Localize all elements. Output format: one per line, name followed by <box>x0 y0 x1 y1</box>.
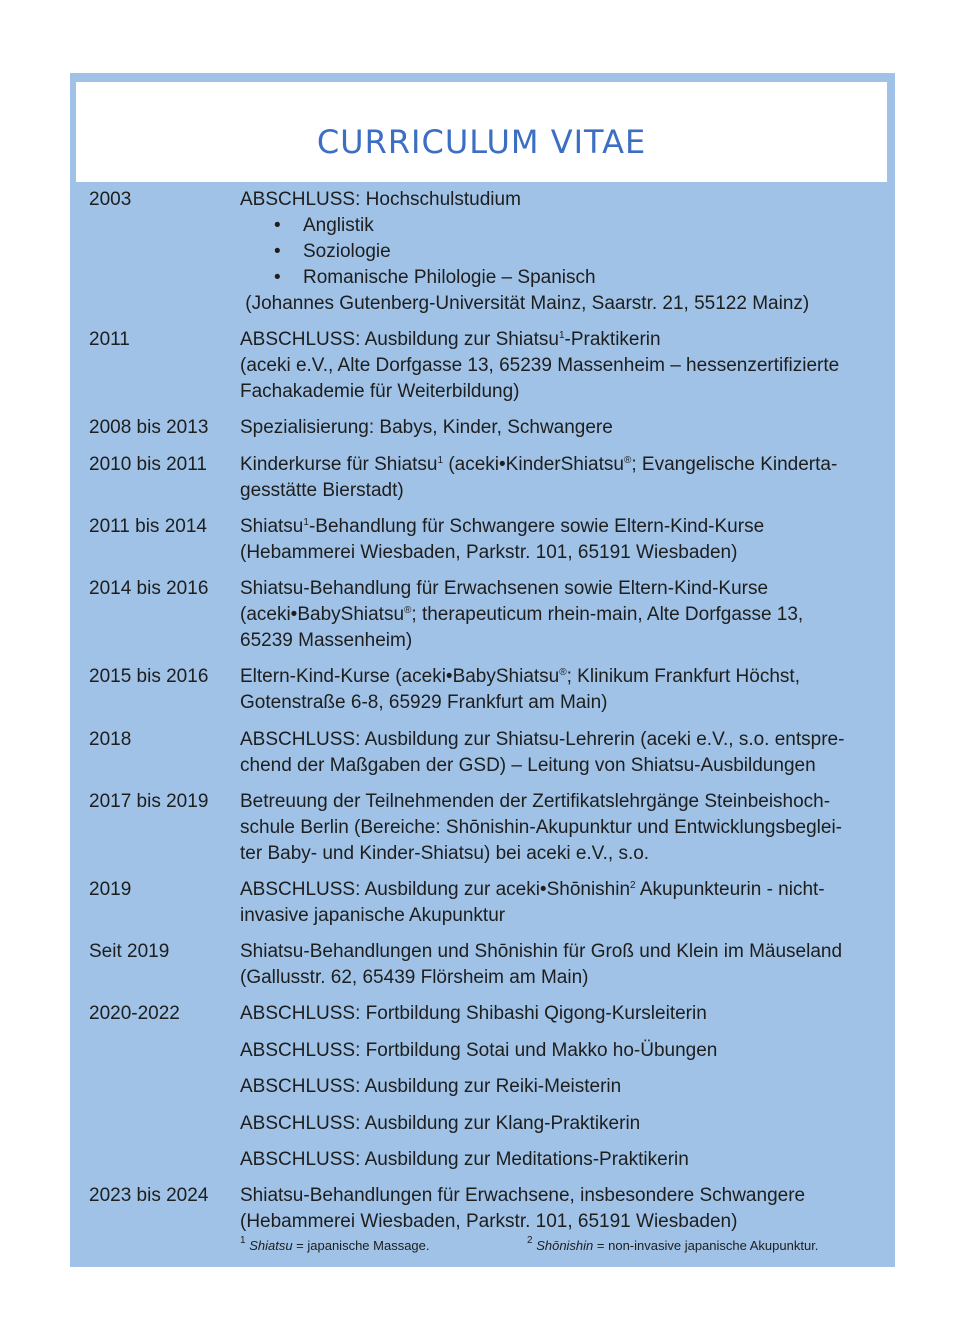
entry-line: (Hebammerei Wiesbaden, Parkstr. 101, 65191 Wiesbaden) <box>240 1211 738 1232</box>
entry-line: ABSCHLUSS: Ausbildung zur aceki•Shōnishin$^2$ Akupunkteurin - nicht- <box>240 879 825 900</box>
entry-description <box>240 327 880 405</box>
footnotes <box>240 1235 819 1254</box>
entry-line: ABSCHLUSS: Ausbildung zur Shiatsu$^1$-Praktikerin <box>240 329 661 350</box>
footnote-2: $^2$ Shōnishin = non-invasive japanische Akupunktur. <box>527 1235 819 1253</box>
entry-line: invasive japanische Akupunktur <box>240 905 506 926</box>
entry-line: Shiatsu-Behandlung für Erwachsenen sowie Eltern-Kind-Kurse <box>240 578 769 599</box>
cv-entries <box>70 187 895 1235</box>
entry-line: gesstätte Bierstadt) <box>240 480 404 501</box>
entry-description <box>240 939 880 991</box>
entry-line: Shiatsu-Behandlungen für Erwachsene, insbesondere Schwangere <box>240 1185 806 1206</box>
entry-line: schule Berlin (Bereiche: Shōnishin-Akupunktur und Entwicklungsbeglei- <box>240 817 842 838</box>
entry-line: Shiatsu$^1$-Behandlung für Schwangere sowie Eltern-Kind-Kurse <box>240 516 765 537</box>
cv-entry <box>70 664 895 716</box>
entry-line: ter Baby- und Kinder-Shiatsu) bei aceki e.V., s.o. <box>240 843 650 864</box>
entry-description <box>240 415 880 441</box>
entry-line: Eltern-Kind-Kurse (aceki•BabyShiatsu®; Klinikum Frankfurt Höchst, <box>240 666 800 687</box>
entry-description <box>240 727 880 779</box>
entry-description <box>240 576 880 654</box>
entry-year: 2017 bis 2019 <box>89 791 209 812</box>
entry-line: ABSCHLUSS: Ausbildung zur Klang-Praktikerin <box>240 1112 641 1134</box>
cv-frame <box>70 73 895 1267</box>
cv-entry <box>70 514 895 566</box>
entry-description <box>240 514 880 566</box>
cv-entry <box>70 327 895 405</box>
entry-line: chend der Maßgaben der GSD) – Leitung von Shiatsu-Ausbildungen <box>240 755 816 776</box>
entry-year: 2020-2022 <box>89 1003 180 1024</box>
subject-list <box>240 213 880 291</box>
entry-description <box>240 789 880 867</box>
cv-entry <box>70 576 895 654</box>
entry-year: 2023 bis 2024 <box>89 1185 209 1206</box>
entry-line: ABSCHLUSS: Fortbildung Shibashi Qigong-Kursleiterin <box>240 1003 707 1024</box>
entry-line: (aceki•BabyShiatsu®; therapeuticum rhein-main, Alte Dorfgasse 13, <box>240 604 804 625</box>
entry-line: Betreuung der Teilnehmenden der Zertifikatslehrgänge Steinbeishoch- <box>240 791 831 812</box>
cv-entry <box>70 727 895 779</box>
entry-line: Shiatsu-Behandlungen und Shōnishin für Groß und Klein im Mäuseland <box>240 941 843 962</box>
list-item: • Romanische Philologie – Spanisch <box>274 265 880 291</box>
entry-line: (aceki e.V., Alte Dorfgasse 13, 65239 Massenheim – hessenzertifizierte <box>240 355 840 376</box>
entry-year: 2010 bis 2011 <box>89 454 207 475</box>
entry-description <box>240 1001 880 1173</box>
entry-line: (Johannes Gutenberg-Universität Mainz, Saarstr. 21, 55122 Mainz) <box>240 293 810 314</box>
title-box <box>76 82 887 182</box>
entry-line: (Hebammerei Wiesbaden, Parkstr. 101, 65191 Wiesbaden) <box>240 542 738 563</box>
entry-year: 2003 <box>89 189 132 210</box>
cv-entry <box>70 877 895 929</box>
entry-description <box>240 1183 880 1235</box>
footnote-ref: 1 <box>558 330 565 341</box>
entry-line: ABSCHLUSS: Ausbildung zur Reiki-Meisterin <box>240 1076 622 1097</box>
entry-description <box>240 452 880 504</box>
footnote-1: $^1$ Shiatsu = japanische Massage. <box>240 1235 430 1253</box>
entry-year: 2011 <box>89 329 130 350</box>
entry-year: 2015 bis 2016 <box>89 666 209 687</box>
entry-line: Spezialisierung: Babys, Kinder, Schwangere <box>240 417 613 438</box>
entry-description <box>240 664 880 716</box>
entry-year: 2019 <box>89 879 132 900</box>
cv-entry <box>70 415 895 441</box>
entry-year: Seit 2019 <box>89 941 170 962</box>
entry-year: 2011 bis 2014 <box>89 516 207 537</box>
cv-entry <box>70 1001 895 1173</box>
cv-entry <box>70 187 895 317</box>
entry-line: ABSCHLUSS: Ausbildung zur Shiatsu-Lehrerin (aceki e.V., s.o. entspre- <box>240 729 845 750</box>
list-item: • Anglistik <box>274 213 880 239</box>
entry-description <box>240 187 880 317</box>
entry-line: Kinderkurse für Shiatsu$^1$ (aceki•KinderShiatsu®; Evangelische Kinderta- <box>240 454 838 475</box>
entry-description <box>240 877 880 929</box>
entry-line: (Gallusstr. 62, 65439 Flörsheim am Main) <box>240 967 589 988</box>
cv-entry <box>70 1183 895 1235</box>
entry-year: 2014 bis 2016 <box>89 578 209 599</box>
entry-line: Gotenstraße 6-8, 65929 Frankfurt am Main) <box>240 692 608 713</box>
cv-entry <box>70 452 895 504</box>
list-item: • Soziologie <box>274 239 880 265</box>
entry-year: 2018 <box>89 729 132 750</box>
page-title: CURRICULUM VITAE <box>316 123 647 161</box>
entry-line: ABSCHLUSS: Hochschulstudium <box>240 189 521 210</box>
entry-line: ABSCHLUSS: Ausbildung zur Meditations-Praktikerin <box>240 1149 689 1170</box>
cv-entry <box>70 789 895 867</box>
entry-line: ABSCHLUSS: Fortbildung Sotai und Makko ho-Übungen <box>240 1039 718 1061</box>
cv-entry <box>70 939 895 991</box>
entry-line: Fachakademie für Weiterbildung) <box>240 381 520 402</box>
entry-line: 65239 Massenheim) <box>240 630 413 651</box>
entry-year: 2008 bis 2013 <box>89 417 209 438</box>
